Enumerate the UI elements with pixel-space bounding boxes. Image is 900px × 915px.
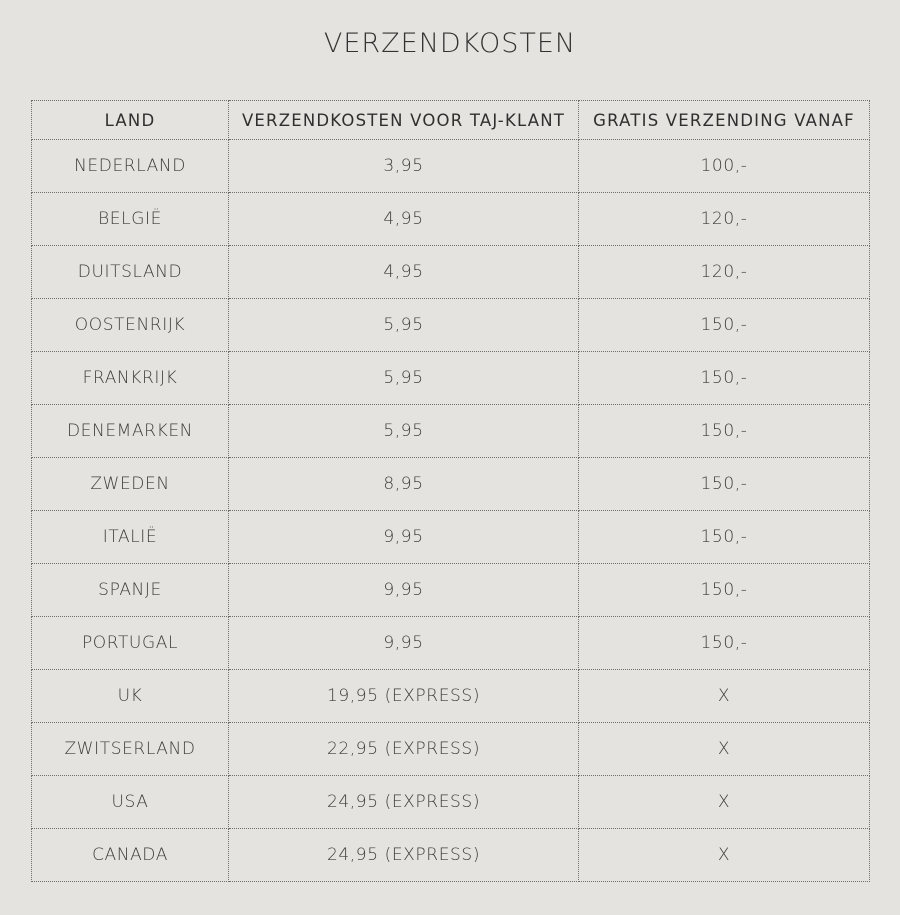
country-cell: UK bbox=[32, 670, 229, 723]
shipping-cost-cell: 9,95 bbox=[229, 511, 579, 564]
country-cell: OOSTENRIJK bbox=[32, 299, 229, 352]
table-row bbox=[32, 511, 870, 564]
table-row bbox=[32, 829, 870, 882]
country-cell: PORTUGAL bbox=[32, 617, 229, 670]
free-shipping-cell: 100,- bbox=[579, 140, 870, 193]
table-row bbox=[32, 458, 870, 511]
table-row bbox=[32, 352, 870, 405]
table-row bbox=[32, 776, 870, 829]
shipping-costs-table bbox=[31, 100, 870, 882]
country-cell: NEDERLAND bbox=[32, 140, 229, 193]
free-shipping-cell: X bbox=[579, 776, 870, 829]
shipping-cost-cell: 4,95 bbox=[229, 193, 579, 246]
shipping-cost-cell: 5,95 bbox=[229, 299, 579, 352]
shipping-cost-cell: 24,95 (EXPRESS) bbox=[229, 776, 579, 829]
shipping-cost-cell: 9,95 bbox=[229, 564, 579, 617]
country-cell: ZWEDEN bbox=[32, 458, 229, 511]
country-cell: DENEMARKEN bbox=[32, 405, 229, 458]
free-shipping-cell: 150,- bbox=[579, 511, 870, 564]
free-shipping-cell: 150,- bbox=[579, 617, 870, 670]
free-shipping-cell: 150,- bbox=[579, 458, 870, 511]
country-cell: USA bbox=[32, 776, 229, 829]
country-cell: BELGIË bbox=[32, 193, 229, 246]
free-shipping-cell: 120,- bbox=[579, 193, 870, 246]
table-header-row bbox=[32, 101, 870, 140]
free-shipping-cell: 150,- bbox=[579, 299, 870, 352]
table-row bbox=[32, 617, 870, 670]
table-row bbox=[32, 246, 870, 299]
table-row bbox=[32, 564, 870, 617]
table-row bbox=[32, 299, 870, 352]
free-shipping-cell: 150,- bbox=[579, 352, 870, 405]
table-row bbox=[32, 193, 870, 246]
header-country: LAND bbox=[32, 101, 229, 140]
free-shipping-cell: X bbox=[579, 670, 870, 723]
country-cell: DUITSLAND bbox=[32, 246, 229, 299]
shipping-cost-cell: 5,95 bbox=[229, 405, 579, 458]
shipping-cost-cell: 4,95 bbox=[229, 246, 579, 299]
country-cell: ITALIË bbox=[32, 511, 229, 564]
table-row bbox=[32, 723, 870, 776]
country-cell: FRANKRIJK bbox=[32, 352, 229, 405]
shipping-cost-cell: 3,95 bbox=[229, 140, 579, 193]
shipping-cost-cell: 22,95 (EXPRESS) bbox=[229, 723, 579, 776]
shipping-cost-cell: 8,95 bbox=[229, 458, 579, 511]
country-cell: CANADA bbox=[32, 829, 229, 882]
table-row bbox=[32, 405, 870, 458]
shipping-cost-cell: 19,95 (EXPRESS) bbox=[229, 670, 579, 723]
header-free-shipping-from: GRATIS VERZENDING VANAF bbox=[579, 101, 870, 140]
shipping-cost-cell: 9,95 bbox=[229, 617, 579, 670]
page-title: VERZENDKOSTEN bbox=[323, 28, 577, 59]
shipping-cost-cell: 24,95 (EXPRESS) bbox=[229, 829, 579, 882]
table-row bbox=[32, 140, 870, 193]
free-shipping-cell: 120,- bbox=[579, 246, 870, 299]
header-shipping-cost: VERZENDKOSTEN VOOR TAJ-KLANT bbox=[229, 101, 579, 140]
table-row bbox=[32, 670, 870, 723]
free-shipping-cell: 150,- bbox=[579, 564, 870, 617]
country-cell: SPANJE bbox=[32, 564, 229, 617]
free-shipping-cell: 150,- bbox=[579, 405, 870, 458]
shipping-cost-cell: 5,95 bbox=[229, 352, 579, 405]
free-shipping-cell: X bbox=[579, 829, 870, 882]
country-cell: ZWITSERLAND bbox=[32, 723, 229, 776]
free-shipping-cell: X bbox=[579, 723, 870, 776]
